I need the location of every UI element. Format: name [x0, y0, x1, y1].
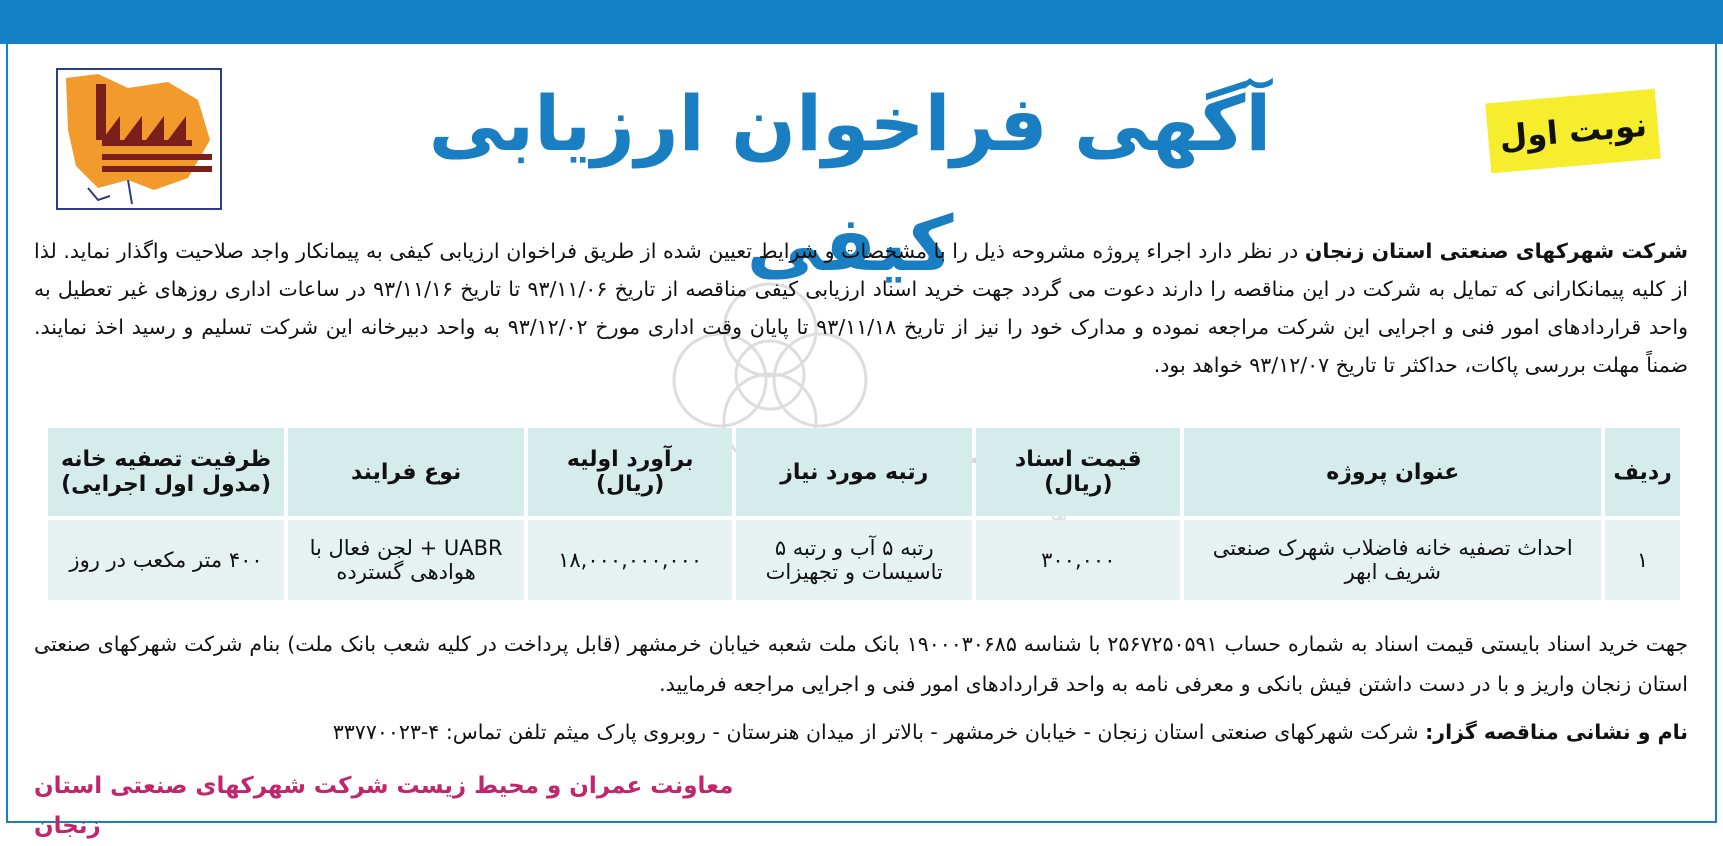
company-name: شرکت شهرکهای صنعتی استان زنجان	[1304, 239, 1689, 263]
header-project: عنوان پروژه	[1184, 428, 1601, 516]
intro-paragraph	[34, 232, 1688, 384]
address-text: شرکت شهرکهای صنعتی استان زنجان - خیابان خرمشهر - بالاتر از میدان هنرستان - روبروی پارک میثم تلفن تماس: ۴-۳۳۷۷۰۰۲۳	[332, 720, 1426, 744]
table-header-row	[48, 428, 1680, 516]
intro-text: در نظر دارد اجراء پروژه مشروحه ذیل را با مشخصات و شرایط تعیین شده از طریق فراخوان ارزیابی کیفی به پیمانکار واجد صلاحیت واگذار نماید. لذا از کلیه پیمانکارانی که تمایل به شرکت در این مناقصه را دارند دعوت می گردد جهت خرید اسناد ارزیابی کیفی مناقصه از تاریخ ۹۳/۱۱/۰۶ تا تاریخ ۹۳/۱۱/۱۶ در ساعات اداری روزهای غیر تعطیل به واحد قراردادهای امور فنی و اجرایی این شرکت مراجعه نموده و مدارک خود را نیز از تاریخ ۹۳/۱۱/۱۸ تا پایان وقت اداری مورخ ۹۳/۱۲/۰۲ به واحد دبیرخانه این شرکت تسلیم و رسید اخذ نمایند. ضمناً مهلت بررسی پاکات، حداکثر تا تاریخ ۹۳/۱۲/۰۷ خواهد بود.	[34, 239, 1688, 377]
table-row	[48, 520, 1680, 600]
footer-department: معاونت عمران و محیط زیست شرکت شهرکهای صنعتی استان زنجان	[34, 773, 734, 839]
header-capacity: ظرفیت تصفیه خانه (مدول اول اجرایی)	[48, 428, 284, 516]
cell-row-number: ۱	[1605, 520, 1680, 600]
industrial-map-icon	[58, 70, 220, 208]
cell-doc-price: ۳۰۰,۰۰۰	[976, 520, 1180, 600]
first-publication-badge: نوبت اول	[1485, 89, 1660, 174]
page-title: آگهی فراخوان ارزیابی کیفی	[428, 79, 1272, 288]
company-logo	[56, 68, 222, 210]
header-doc-price: قیمت اسناد (ریال)	[976, 428, 1180, 516]
cell-capacity: ۴۰۰ متر مکعب در روز	[48, 520, 284, 600]
projects-table	[44, 424, 1684, 604]
cell-estimate: ۱۸,۰۰۰,۰۰۰,۰۰۰	[528, 520, 732, 600]
header-row-number: ردیف	[1605, 428, 1680, 516]
top-blue-bar	[0, 0, 1723, 44]
header-estimate: برآورد اولیه (ریال)	[528, 428, 732, 516]
address-label: نام و نشانی مناقصه گزار:	[1425, 720, 1688, 744]
header-grade: رتبه مورد نیاز	[736, 428, 972, 516]
header-process: نوع فرایند	[288, 428, 524, 516]
cell-process: UABR + لجن فعال با هوادهی گسترده	[288, 520, 524, 600]
cell-project: احداث تصفیه خانه فاضلاب شهرک صنعتی شریف ابهر	[1184, 520, 1601, 600]
payment-paragraph: جهت خرید اسناد بایستی قیمت اسناد به شماره حساب ۲۵۶۷۲۵۰۵۹۱ با شناسه ۱۹۰۰۰۳۰۶۸۵ بانک ملت شعبه خیابان خرمشهر (قابل پرداخت در کلیه شعب بانک ملت) بنام شرکت شهرکهای صنعتی استان زنجان واریز و با در دست داشتن فیش بانکی و معرفی نامه به واحد قراردادهای امور فنی و اجرایی مراجعه فرمایید.	[34, 632, 1688, 696]
cell-grade: رتبه ۵ آب و رتبه ۵ تاسیسات و تجهیزات	[736, 520, 972, 600]
tenderer-address	[34, 712, 1688, 752]
